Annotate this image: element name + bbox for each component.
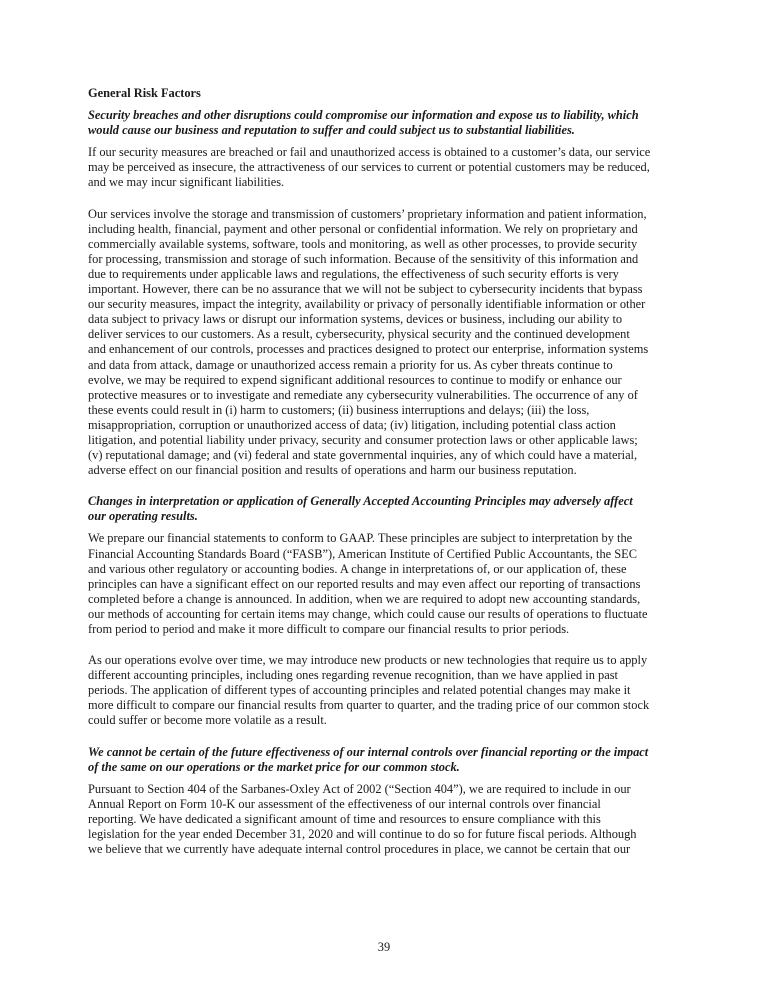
risk-factor-gaap-changes [88, 494, 688, 728]
risk-heading [88, 108, 688, 138]
text-line: and various other regulatory or accounting bodies. A change in interpretations of, or our application of, these [88, 561, 627, 576]
heading-line: Changes in interpretation or application of Generally Accepted Accounting Principles may adversely affect [88, 494, 633, 509]
text-line: different accounting principles, including ones regarding revenue recognition, than we have applied in past [88, 668, 618, 683]
text-line: commercially available systems, software, tools and monitoring, as well as other processes, to provide security [88, 236, 638, 251]
text-line: these events could result in (i) harm to customers; (ii) business interruptions and delays; (iii) the loss, [88, 402, 590, 417]
paragraph [88, 653, 688, 728]
text-line: periods. The application of different types of accounting principles and related potential changes may make it [88, 683, 631, 698]
heading-line: would cause our business and reputation to suffer and could subject us to substantial liabilities. [88, 123, 575, 138]
text-line: If our security measures are breached or fail and unauthorized access is obtained to a customer’s data, our service [88, 145, 651, 160]
text-line: As our operations evolve over time, we may introduce new products or new technologies that require us to apply [88, 653, 648, 668]
text-line: due to requirements under applicable laws and regulations, the effectiveness of such security efforts is very [88, 266, 619, 281]
heading-line: of the same on our operations or the market price for our common stock. [88, 759, 460, 774]
section-title: General Risk Factors [88, 86, 201, 100]
text-line: and data from attack, damage or unauthorized access remain a priority for us. As cyber threats continue to [88, 357, 613, 372]
text-line: adverse effect on our financial position and results of operations and harm our business reputation. [88, 463, 577, 478]
text-line: Our services involve the storage and transmission of customers’ proprietary information and patient information, [88, 206, 647, 221]
paragraph [88, 145, 688, 190]
heading-line: We cannot be certain of the future effectiveness of our internal controls over financial reporting or the impact [88, 744, 649, 759]
text-line: important. However, there can be no assurance that we will not be subject to cybersecurity incidents that bypass [88, 282, 643, 297]
text-line: may be perceived as insecure, the attractiveness of our services to current or potential customers may be reduced, [88, 160, 650, 175]
document-page [88, 86, 688, 865]
text-line: our methods of accounting for certain items may change, which could cause our results of operations to fluctuate [88, 606, 648, 621]
heading-line: Security breaches and other disruptions could compromise our information and expose us to liability, which [88, 108, 639, 123]
risk-heading [88, 494, 688, 524]
page-number: 39 [377, 940, 391, 954]
text-line: and we may incur significant liabilities. [88, 175, 285, 190]
text-line: we believe that we currently have adequate internal control procedures in place, we cannot be certain that our [88, 842, 631, 857]
paragraph [88, 531, 688, 637]
text-line: evolve, we may be required to expend significant additional resources to continue to modify or enhance our [88, 372, 622, 387]
text-line: Financial Accounting Standards Board (“FASB”), American Institute of Certified Public Accountants, the SEC [88, 546, 637, 561]
text-line: litigation, and potential liability under privacy, security and consumer protection laws or other applicable laws; [88, 432, 638, 447]
text-line: Annual Report on Form 10-K our assessment of the effectiveness of our internal controls over financial [88, 796, 601, 811]
text-line: We prepare our financial statements to conform to GAAP. These principles are subject to interpretation by the [88, 531, 633, 546]
text-line: and enhancement of our controls, processes and practices designed to protect our enterprise, information systems [88, 342, 649, 357]
text-line: (v) reputational damage; and (vi) federal and state governmental inquiries, any of which could have a material, [88, 448, 638, 463]
text-line: for processing, transmission and storage of such information. Because of the sensitivity of this information and [88, 251, 639, 266]
text-line: deliver services to our customers. As a result, cybersecurity, physical security and the continued development [88, 327, 630, 342]
text-line: could suffer or become more volatile as a result. [88, 713, 327, 728]
risk-factor-internal-controls [88, 745, 688, 858]
heading-line: our operating results. [88, 509, 198, 524]
text-line: including health, financial, payment and other personal or confidential information. We rely on proprietary and [88, 221, 638, 236]
text-line: data subject to privacy laws or disrupt our information systems, devices or business, including our ability to [88, 312, 623, 327]
text-line: protective measures or to investigate and remediate any cybersecurity vulnerabilities. The occurrence of any of [88, 387, 638, 402]
text-line: principles can have a significant effect on our reported results and may even affect our reporting of transactions [88, 576, 641, 591]
text-line: from period to period and make it more difficult to compare our financial results to prior periods. [88, 622, 570, 636]
text-line: legislation for the year ended December 31, 2020 and will continue to do so for future fiscal periods. Although [88, 827, 637, 842]
text-line: more difficult to compare our financial results from quarter to quarter, and the trading price of our common stock [88, 698, 650, 713]
paragraph [88, 207, 688, 479]
paragraph [88, 782, 688, 857]
text-line: reporting. We have dedicated a significant amount of time and resources to ensure compliance with this [88, 811, 601, 826]
risk-heading [88, 745, 688, 775]
text-line: misappropriation, corruption or unauthorized access of data; (iv) litigation, including potential class action [88, 417, 616, 432]
text-line: our security measures, impact the integrity, availability or privacy of personally identifiable information or other [88, 297, 646, 312]
risk-factor-security-breaches [88, 108, 688, 478]
text-line: completed before a change is announced. In addition, when we are required to adopt new accounting standards, [88, 591, 641, 606]
text-line: Pursuant to Section 404 of the Sarbanes-Oxley Act of 2002 (“Section 404”), we are required to include in our [88, 781, 631, 796]
